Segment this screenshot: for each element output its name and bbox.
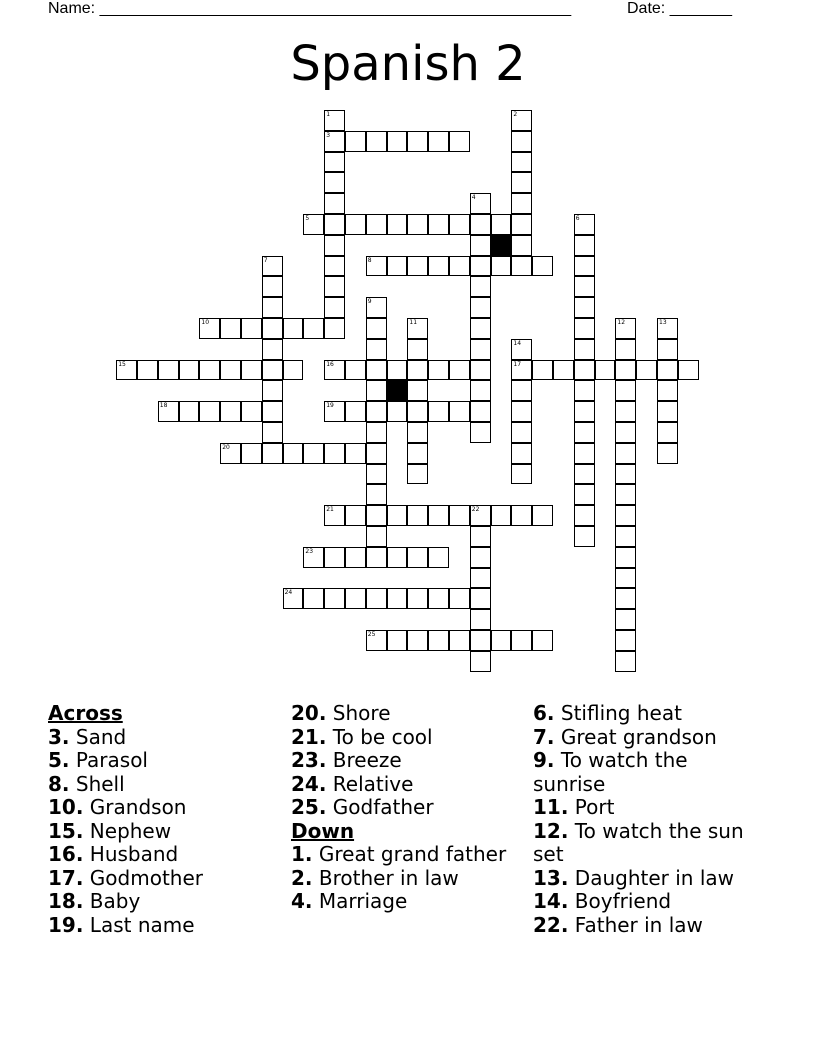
- clue-number-label: 12.: [533, 818, 569, 843]
- clue-number: 9: [367, 298, 372, 306]
- date-line: Date: _______: [627, 0, 732, 17]
- clue-text: Godmother: [89, 865, 203, 890]
- clue-column-1: [48, 702, 288, 937]
- crossword-cell[interactable]: [657, 360, 678, 381]
- crossword-cell[interactable]: [324, 193, 345, 214]
- crossword-cell[interactable]: [470, 651, 491, 672]
- clue-number: 14: [513, 339, 522, 347]
- clue-number-label: 11.: [533, 795, 569, 819]
- clue-number: 17: [513, 360, 522, 368]
- crossword-cell[interactable]: [262, 422, 283, 443]
- crossword-cell[interactable]: [407, 214, 428, 235]
- crossword-cell[interactable]: [220, 318, 241, 339]
- clue-column-2: [291, 702, 531, 914]
- clue-number: 13: [659, 319, 667, 326]
- crossword-cell[interactable]: [366, 318, 387, 339]
- crossword-cell[interactable]: [615, 651, 636, 672]
- clue-number-label: 2.: [291, 865, 313, 890]
- crossword-cell[interactable]: [262, 297, 283, 318]
- crossword-cell[interactable]: [428, 401, 449, 422]
- crossword-cell[interactable]: [303, 588, 324, 609]
- clue-item: [533, 820, 765, 867]
- crossword-cell[interactable]: [324, 547, 345, 568]
- crossword-cell[interactable]: [574, 318, 595, 339]
- crossword-cell[interactable]: [615, 443, 636, 464]
- crossword-cell[interactable]: [407, 339, 428, 360]
- crossword-cell[interactable]: [511, 235, 532, 256]
- crossword-cell[interactable]: [407, 443, 428, 464]
- clue-item: [533, 796, 765, 820]
- crossword-cell[interactable]: [449, 588, 470, 609]
- crossword-cell[interactable]: [470, 422, 491, 443]
- crossword-cell[interactable]: [366, 443, 387, 464]
- clue-number-label: 20.: [291, 701, 327, 725]
- clue-text: Parasol: [75, 748, 148, 772]
- crossword-cell[interactable]: [407, 588, 428, 609]
- crossword-cell[interactable]: [511, 464, 532, 485]
- clue-number: 23: [305, 547, 314, 555]
- name-line: Name: _____________________________________________________: [48, 0, 572, 17]
- crossword-cell[interactable]: [574, 401, 595, 422]
- crossword-cell[interactable]: [470, 339, 491, 360]
- crossword-cell[interactable]: [428, 588, 449, 609]
- crossword-cell[interactable]: [366, 505, 387, 526]
- clue-text: Great grand father: [318, 842, 507, 866]
- crossword-cell[interactable]: [283, 318, 304, 339]
- crossword-cell[interactable]: [470, 630, 491, 651]
- clue-item: [291, 796, 531, 820]
- crossword-cell[interactable]: [366, 484, 387, 505]
- clue-number-label: 24.: [291, 771, 327, 796]
- crossword-cell[interactable]: [366, 131, 387, 152]
- crossword-cell[interactable]: [449, 131, 470, 152]
- crossword-cell[interactable]: [449, 630, 470, 651]
- clue-number-label: 17.: [48, 865, 84, 890]
- crossword-cell[interactable]: [345, 214, 366, 235]
- clue-text: Father in law: [574, 912, 703, 937]
- clue-text: Breeze: [332, 748, 402, 772]
- clue-text: Great grandson: [560, 724, 717, 749]
- crossword-cell[interactable]: [407, 422, 428, 443]
- crossword-cell[interactable]: [220, 401, 241, 422]
- crossword-cell[interactable]: [470, 276, 491, 297]
- clue-item: [291, 773, 531, 797]
- clue-item: [48, 914, 288, 938]
- clue-number-label: 23.: [291, 748, 327, 772]
- crossword-cell[interactable]: [345, 443, 366, 464]
- crossword-cell[interactable]: [574, 380, 595, 401]
- crossword-cell[interactable]: [345, 360, 366, 381]
- crossword-cell[interactable]: [615, 568, 636, 589]
- crossword-cell[interactable]: [574, 297, 595, 318]
- clue-number-label: 18.: [48, 889, 84, 913]
- crossword-cell[interactable]: [615, 339, 636, 360]
- crossword-cell[interactable]: [137, 360, 158, 381]
- crossword-cell[interactable]: [366, 360, 387, 381]
- clue-text: Marriage: [318, 889, 408, 913]
- clue-item: [48, 726, 288, 750]
- clue-item: [291, 843, 531, 867]
- crossword-cell[interactable]: [491, 256, 512, 277]
- crossword-cell[interactable]: [511, 152, 532, 173]
- clue-text: Shell: [75, 771, 125, 796]
- clue-heading: Down: [291, 818, 355, 843]
- clue-item: [48, 843, 288, 867]
- clue-text: Stifling heat: [560, 701, 682, 725]
- crossword-cell[interactable]: [491, 505, 512, 526]
- clue-number-label: 6.: [533, 701, 555, 725]
- crossword-cell[interactable]: [470, 360, 491, 381]
- clue-text: Shore: [332, 701, 391, 725]
- clue-item: [291, 702, 531, 726]
- crossword-cell[interactable]: [615, 464, 636, 485]
- crossword-cell[interactable]: [553, 360, 574, 381]
- clue-number-label: 3.: [48, 724, 70, 749]
- crossword-cell[interactable]: [407, 131, 428, 152]
- clue-number: 11: [409, 319, 418, 326]
- crossword-cell[interactable]: [407, 360, 428, 381]
- crossword-cell[interactable]: [199, 360, 220, 381]
- crossword-cell[interactable]: [303, 443, 324, 464]
- crossword-cell[interactable]: [324, 235, 345, 256]
- clue-number-label: 22.: [533, 912, 569, 937]
- clue-number: 10: [201, 319, 210, 326]
- clue-number: 25: [367, 631, 376, 638]
- clue-number: 16: [326, 360, 334, 368]
- crossword-cell[interactable]: [511, 131, 532, 152]
- crossword-cell[interactable]: [387, 360, 408, 381]
- crossword-cell[interactable]: [324, 256, 345, 277]
- crossword-cell[interactable]: [283, 443, 304, 464]
- crossword-cell[interactable]: [532, 630, 553, 651]
- clue-number: 2: [513, 111, 518, 118]
- crossword-cell[interactable]: [470, 256, 491, 277]
- crossword-cell[interactable]: [428, 131, 449, 152]
- crossword-cell[interactable]: [470, 609, 491, 630]
- crossword-cell[interactable]: [470, 401, 491, 422]
- crossword-cell[interactable]: [387, 131, 408, 152]
- crossword-cell[interactable]: [366, 588, 387, 609]
- clue-item: [291, 890, 531, 914]
- clue-item: [533, 702, 765, 726]
- crossword-cell[interactable]: [511, 422, 532, 443]
- page-title: Spanish 2: [290, 36, 526, 92]
- crossword-cell[interactable]: [574, 464, 595, 485]
- black-square: [491, 235, 512, 256]
- clue-number-label: 13.: [533, 865, 569, 890]
- clue-item: [533, 890, 765, 914]
- clue-text: Godfather: [332, 795, 434, 819]
- crossword-cell[interactable]: [574, 235, 595, 256]
- crossword-cell[interactable]: [449, 401, 470, 422]
- crossword-cell[interactable]: [345, 505, 366, 526]
- clue-number-label: 8.: [48, 771, 70, 796]
- crossword-cell[interactable]: [262, 401, 283, 422]
- crossword-cell[interactable]: [574, 443, 595, 464]
- clue-item: [291, 867, 531, 891]
- crossword-cell[interactable]: [303, 318, 324, 339]
- crossword-cell[interactable]: [387, 256, 408, 277]
- clue-item: [48, 867, 288, 891]
- crossword-cell[interactable]: [324, 318, 345, 339]
- crossword-cell[interactable]: [428, 256, 449, 277]
- crossword-cell[interactable]: [511, 505, 532, 526]
- crossword-cell[interactable]: [262, 360, 283, 381]
- crossword-cell[interactable]: [470, 588, 491, 609]
- clue-number: 24: [284, 589, 293, 597]
- crossword-cell[interactable]: [345, 401, 366, 422]
- clue-text: To watch the sun set: [533, 818, 744, 866]
- crossword-cell[interactable]: [615, 630, 636, 651]
- crossword-cell[interactable]: [615, 422, 636, 443]
- crossword-cell[interactable]: [574, 276, 595, 297]
- crossword-cell[interactable]: [262, 276, 283, 297]
- crossword-cell[interactable]: [449, 214, 470, 235]
- clue-text: Brother in law: [318, 865, 459, 890]
- crossword-cell[interactable]: [366, 547, 387, 568]
- crossword-cell[interactable]: [407, 401, 428, 422]
- clue-number: 7: [263, 256, 268, 264]
- crossword-cell[interactable]: [511, 443, 532, 464]
- clue-number-label: 19.: [48, 912, 84, 937]
- crossword-cell[interactable]: [366, 339, 387, 360]
- clue-number: 15: [118, 360, 126, 368]
- crossword-cell[interactable]: [387, 588, 408, 609]
- crossword-cell[interactable]: [615, 380, 636, 401]
- crossword-cell[interactable]: [407, 630, 428, 651]
- crossword-cell[interactable]: [657, 443, 678, 464]
- crossword-cell[interactable]: [324, 172, 345, 193]
- crossword-cell[interactable]: [324, 588, 345, 609]
- clue-number-label: 21.: [291, 724, 327, 749]
- crossword-cell[interactable]: [449, 360, 470, 381]
- crossword-cell[interactable]: [241, 443, 262, 464]
- clue-number: 19: [326, 402, 334, 410]
- crossword-cell[interactable]: [262, 318, 283, 339]
- crossword-cell[interactable]: [262, 339, 283, 360]
- crossword-cell[interactable]: [615, 526, 636, 547]
- crossword-cell[interactable]: [241, 401, 262, 422]
- crossword-cell[interactable]: [574, 422, 595, 443]
- crossword-cell[interactable]: [324, 214, 345, 235]
- crossword-cell[interactable]: [574, 360, 595, 381]
- crossword-cell[interactable]: [574, 484, 595, 505]
- crossword-cell[interactable]: [449, 256, 470, 277]
- clue-text: Port: [574, 795, 615, 819]
- crossword-cell[interactable]: [615, 609, 636, 630]
- clue-text: Sand: [75, 724, 127, 749]
- clue-text: Boyfriend: [574, 889, 672, 913]
- crossword-cell[interactable]: [615, 588, 636, 609]
- crossword-cell[interactable]: [470, 297, 491, 318]
- clue-number: 5: [305, 215, 310, 222]
- crossword-cell[interactable]: [345, 547, 366, 568]
- crossword-cell[interactable]: [324, 276, 345, 297]
- crossword-cell[interactable]: [595, 360, 616, 381]
- crossword-cell[interactable]: [366, 526, 387, 547]
- crossword-cell[interactable]: [366, 464, 387, 485]
- crossword-cell[interactable]: [574, 505, 595, 526]
- crossword-cell[interactable]: [428, 214, 449, 235]
- clue-number: 21: [326, 506, 334, 514]
- crossword-cell[interactable]: [158, 360, 179, 381]
- crossword-cell[interactable]: [470, 380, 491, 401]
- crossword-cell[interactable]: [324, 297, 345, 318]
- crossword-cell[interactable]: [262, 380, 283, 401]
- crossword-cell[interactable]: [470, 568, 491, 589]
- crossword-cell[interactable]: [574, 339, 595, 360]
- clue-number: 4: [471, 194, 476, 202]
- crossword-cell[interactable]: [387, 547, 408, 568]
- clue-text: Baby: [89, 889, 141, 913]
- crossword-cell[interactable]: [678, 360, 699, 381]
- crossword-cell[interactable]: [324, 443, 345, 464]
- clue-item: [48, 820, 288, 844]
- clue-number: 8: [367, 256, 372, 264]
- clue-item: [533, 749, 765, 796]
- crossword-cell[interactable]: [470, 235, 491, 256]
- black-square: [387, 380, 408, 401]
- clue-text: Daughter in law: [574, 865, 734, 890]
- crossword-cell[interactable]: [407, 505, 428, 526]
- clue-text: To be cool: [332, 724, 433, 749]
- crossword-cell[interactable]: [283, 360, 304, 381]
- crossword-cell[interactable]: [615, 401, 636, 422]
- crossword-cell[interactable]: [387, 214, 408, 235]
- crossword-cell[interactable]: [491, 630, 512, 651]
- crossword-cell[interactable]: [407, 380, 428, 401]
- crossword-cell[interactable]: [470, 547, 491, 568]
- crossword-cell[interactable]: [262, 443, 283, 464]
- clue-heading: Across: [48, 701, 123, 725]
- clue-item: [291, 726, 531, 750]
- crossword-cell[interactable]: [428, 630, 449, 651]
- clue-text: Last name: [89, 912, 195, 937]
- crossword-cell[interactable]: [366, 380, 387, 401]
- crossword-cell[interactable]: [199, 401, 220, 422]
- clue-item: [48, 890, 288, 914]
- crossword-cell[interactable]: [511, 630, 532, 651]
- clue-item: [533, 867, 765, 891]
- crossword-cell[interactable]: [491, 214, 512, 235]
- clue-item: [533, 726, 765, 750]
- clue-number-label: 16.: [48, 842, 84, 866]
- clue-number: 18: [159, 402, 168, 410]
- crossword-cell[interactable]: [636, 360, 657, 381]
- clue-number-label: 25.: [291, 795, 327, 819]
- crossword-cell[interactable]: [324, 152, 345, 173]
- clue-number-label: 1.: [291, 842, 313, 866]
- clue-number: 6: [575, 215, 580, 222]
- crossword-cell[interactable]: [428, 360, 449, 381]
- clue-number-label: 7.: [533, 724, 555, 749]
- crossword-cell[interactable]: [470, 318, 491, 339]
- crossword-cell[interactable]: [470, 526, 491, 547]
- crossword-cell[interactable]: [366, 401, 387, 422]
- crossword-cell[interactable]: [657, 339, 678, 360]
- clue-number-label: 9.: [533, 748, 555, 772]
- clue-number-label: 5.: [48, 748, 70, 772]
- crossword-cell[interactable]: [449, 505, 470, 526]
- crossword-cell[interactable]: [574, 256, 595, 277]
- crossword-cell[interactable]: [366, 214, 387, 235]
- clue-number-label: 15.: [48, 818, 84, 843]
- crossword-cell[interactable]: [511, 172, 532, 193]
- crossword-cell[interactable]: [511, 193, 532, 214]
- crossword-cell[interactable]: [428, 505, 449, 526]
- crossword-cell[interactable]: [511, 380, 532, 401]
- crossword-cell[interactable]: [428, 547, 449, 568]
- crossword-cell[interactable]: [387, 630, 408, 651]
- clue-number: 12: [617, 319, 626, 326]
- crossword-cell[interactable]: [470, 214, 491, 235]
- crossword-cell[interactable]: [345, 588, 366, 609]
- crossword-cell[interactable]: [615, 484, 636, 505]
- clue-column-3: [533, 702, 765, 937]
- crossword-cell[interactable]: [657, 422, 678, 443]
- clue-number: 3: [326, 131, 331, 139]
- crossword-cell[interactable]: [345, 131, 366, 152]
- crossword-cell[interactable]: [407, 547, 428, 568]
- crossword-cell[interactable]: [407, 464, 428, 485]
- clue-item: [48, 749, 288, 773]
- crossword-cell[interactable]: [241, 360, 262, 381]
- crossword-cell[interactable]: [574, 526, 595, 547]
- clue-text: To watch the sunrise: [533, 748, 688, 796]
- clue-number: 22: [471, 506, 480, 514]
- crossword-cell[interactable]: [407, 256, 428, 277]
- crossword-cell[interactable]: [511, 214, 532, 235]
- crossword-cell[interactable]: [241, 318, 262, 339]
- crossword-cell[interactable]: [387, 505, 408, 526]
- clue-text: Nephew: [89, 818, 172, 843]
- clue-number-label: 4.: [291, 889, 313, 913]
- crossword-cell[interactable]: [511, 401, 532, 422]
- clue-item: [48, 773, 288, 797]
- clue-number-label: 10.: [48, 795, 84, 819]
- clue-number-label: 14.: [533, 889, 569, 913]
- crossword-cell[interactable]: [532, 256, 553, 277]
- crossword-cell[interactable]: [366, 422, 387, 443]
- crossword-cell[interactable]: [220, 360, 241, 381]
- crossword-cell[interactable]: [511, 256, 532, 277]
- crossword-cell[interactable]: [615, 360, 636, 381]
- clue-text: Relative: [332, 771, 414, 796]
- crossword-cell[interactable]: [387, 401, 408, 422]
- crossword-cell[interactable]: [657, 380, 678, 401]
- crossword-cell[interactable]: [657, 401, 678, 422]
- clue-item: [291, 749, 531, 773]
- clue-item: [48, 796, 288, 820]
- crossword-cell[interactable]: [532, 360, 553, 381]
- clue-item: [533, 914, 765, 938]
- clue-number: 1: [326, 111, 331, 118]
- crossword-cell[interactable]: [615, 547, 636, 568]
- clue-text: Grandson: [89, 795, 187, 819]
- clue-number: 20: [222, 443, 230, 451]
- crossword-cell[interactable]: [179, 360, 200, 381]
- clue-text: Husband: [89, 842, 179, 866]
- crossword-cell[interactable]: [179, 401, 200, 422]
- crossword-cell[interactable]: [532, 505, 553, 526]
- crossword-cell[interactable]: [615, 505, 636, 526]
